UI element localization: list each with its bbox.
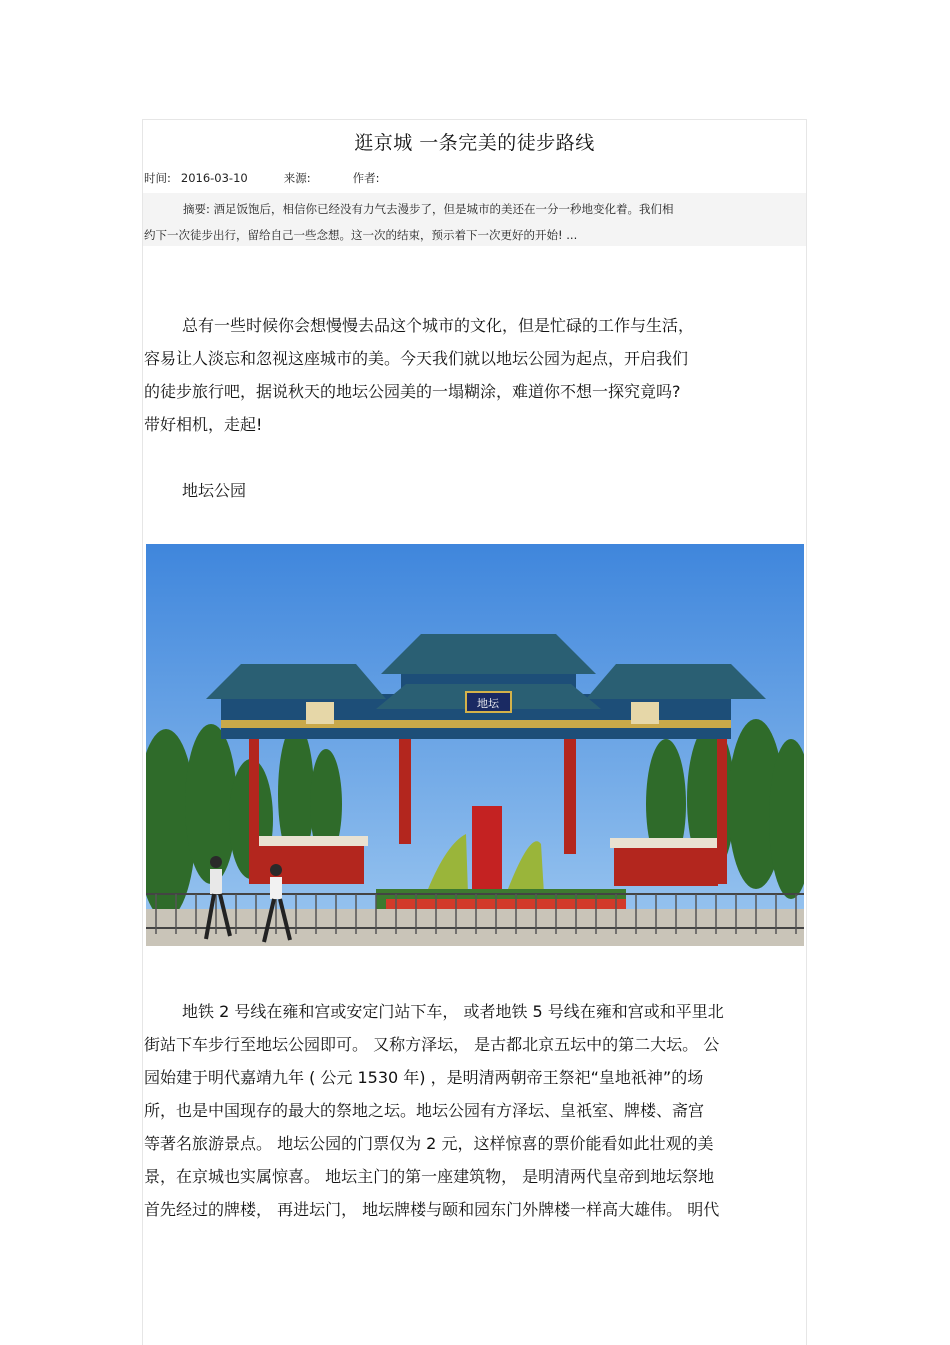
body-line: 景，在京城也实属惊喜。 地坛主门的第一座建筑物， 是明清两代皇帝到地坛祭地 [144, 1167, 715, 1186]
body-paragraph [144, 995, 808, 1226]
intro-line: 容易让人淡忘和忽视这座城市的美。今天我们就以地坛公园为起点，开启我们 [144, 349, 689, 368]
body-line: 首先经过的牌楼， 再进坛门， 地坛牌楼与颐和园东门外牌楼一样高大雄伟。 明代 [144, 1200, 720, 1219]
intro-line: 的徒步旅行吧，据说秋天的地坛公园美的一塌糊涂，难道你不想一探究竟吗? [144, 382, 681, 401]
gate-plaque-text: 地坛 [477, 697, 499, 710]
section-heading: 地坛公园 [182, 481, 247, 500]
abstract-line-1: 摘要: 酒足饭饱后，相信你已经没有力气去漫步了，但是城市的美还在一分一秒地变化着。我们相 [183, 202, 674, 216]
body-line: 园始建于明代嘉靖九年 ( 公元 1530 年) ，是明清两朝帝王祭祀“皇地祇神”的场 [144, 1068, 704, 1087]
author-label: 作者: [352, 171, 380, 185]
time-value: 2016-03-10 [180, 171, 248, 185]
article-meta [144, 170, 379, 186]
abstract-box [143, 193, 806, 246]
ditan-gate-illustration [146, 544, 804, 946]
body-line: 地铁 2 号线在雍和宫或安定门站下车， 或者地铁 5 号线在雍和宫或和平里北 [182, 1002, 724, 1021]
body-line: 等著名旅游景点。 地坛公园的门票仅为 2 元，这样惊喜的票价能看如此壮观的美 [144, 1134, 714, 1153]
ditan-gate-photo [146, 544, 804, 946]
body-line: 街站下车步行至地坛公园即可。 又称方泽坛， 是古都北京五坛中的第二大坛。 公 [144, 1035, 720, 1054]
body-line: 所，也是中国现存的最大的祭地之坛。地坛公园有方泽坛、皇祇室、牌楼、斋宫 [144, 1101, 705, 1120]
article-title: 逛京城 一条完美的徒步路线 [354, 132, 595, 154]
abstract-line-2: 约下一次徒步出行，留给自己一些念想。这一次的结束，预示着下一次更好的开始! ... [144, 228, 578, 242]
intro-line: 带好相机，走起! [144, 415, 263, 434]
intro-paragraph [144, 309, 808, 441]
intro-line: 总有一些时候你会想慢慢去品这个城市的文化，但是忙碌的工作与生活， [182, 316, 695, 335]
time-label: 时间: [144, 171, 171, 185]
source-label: 来源: [283, 171, 311, 185]
